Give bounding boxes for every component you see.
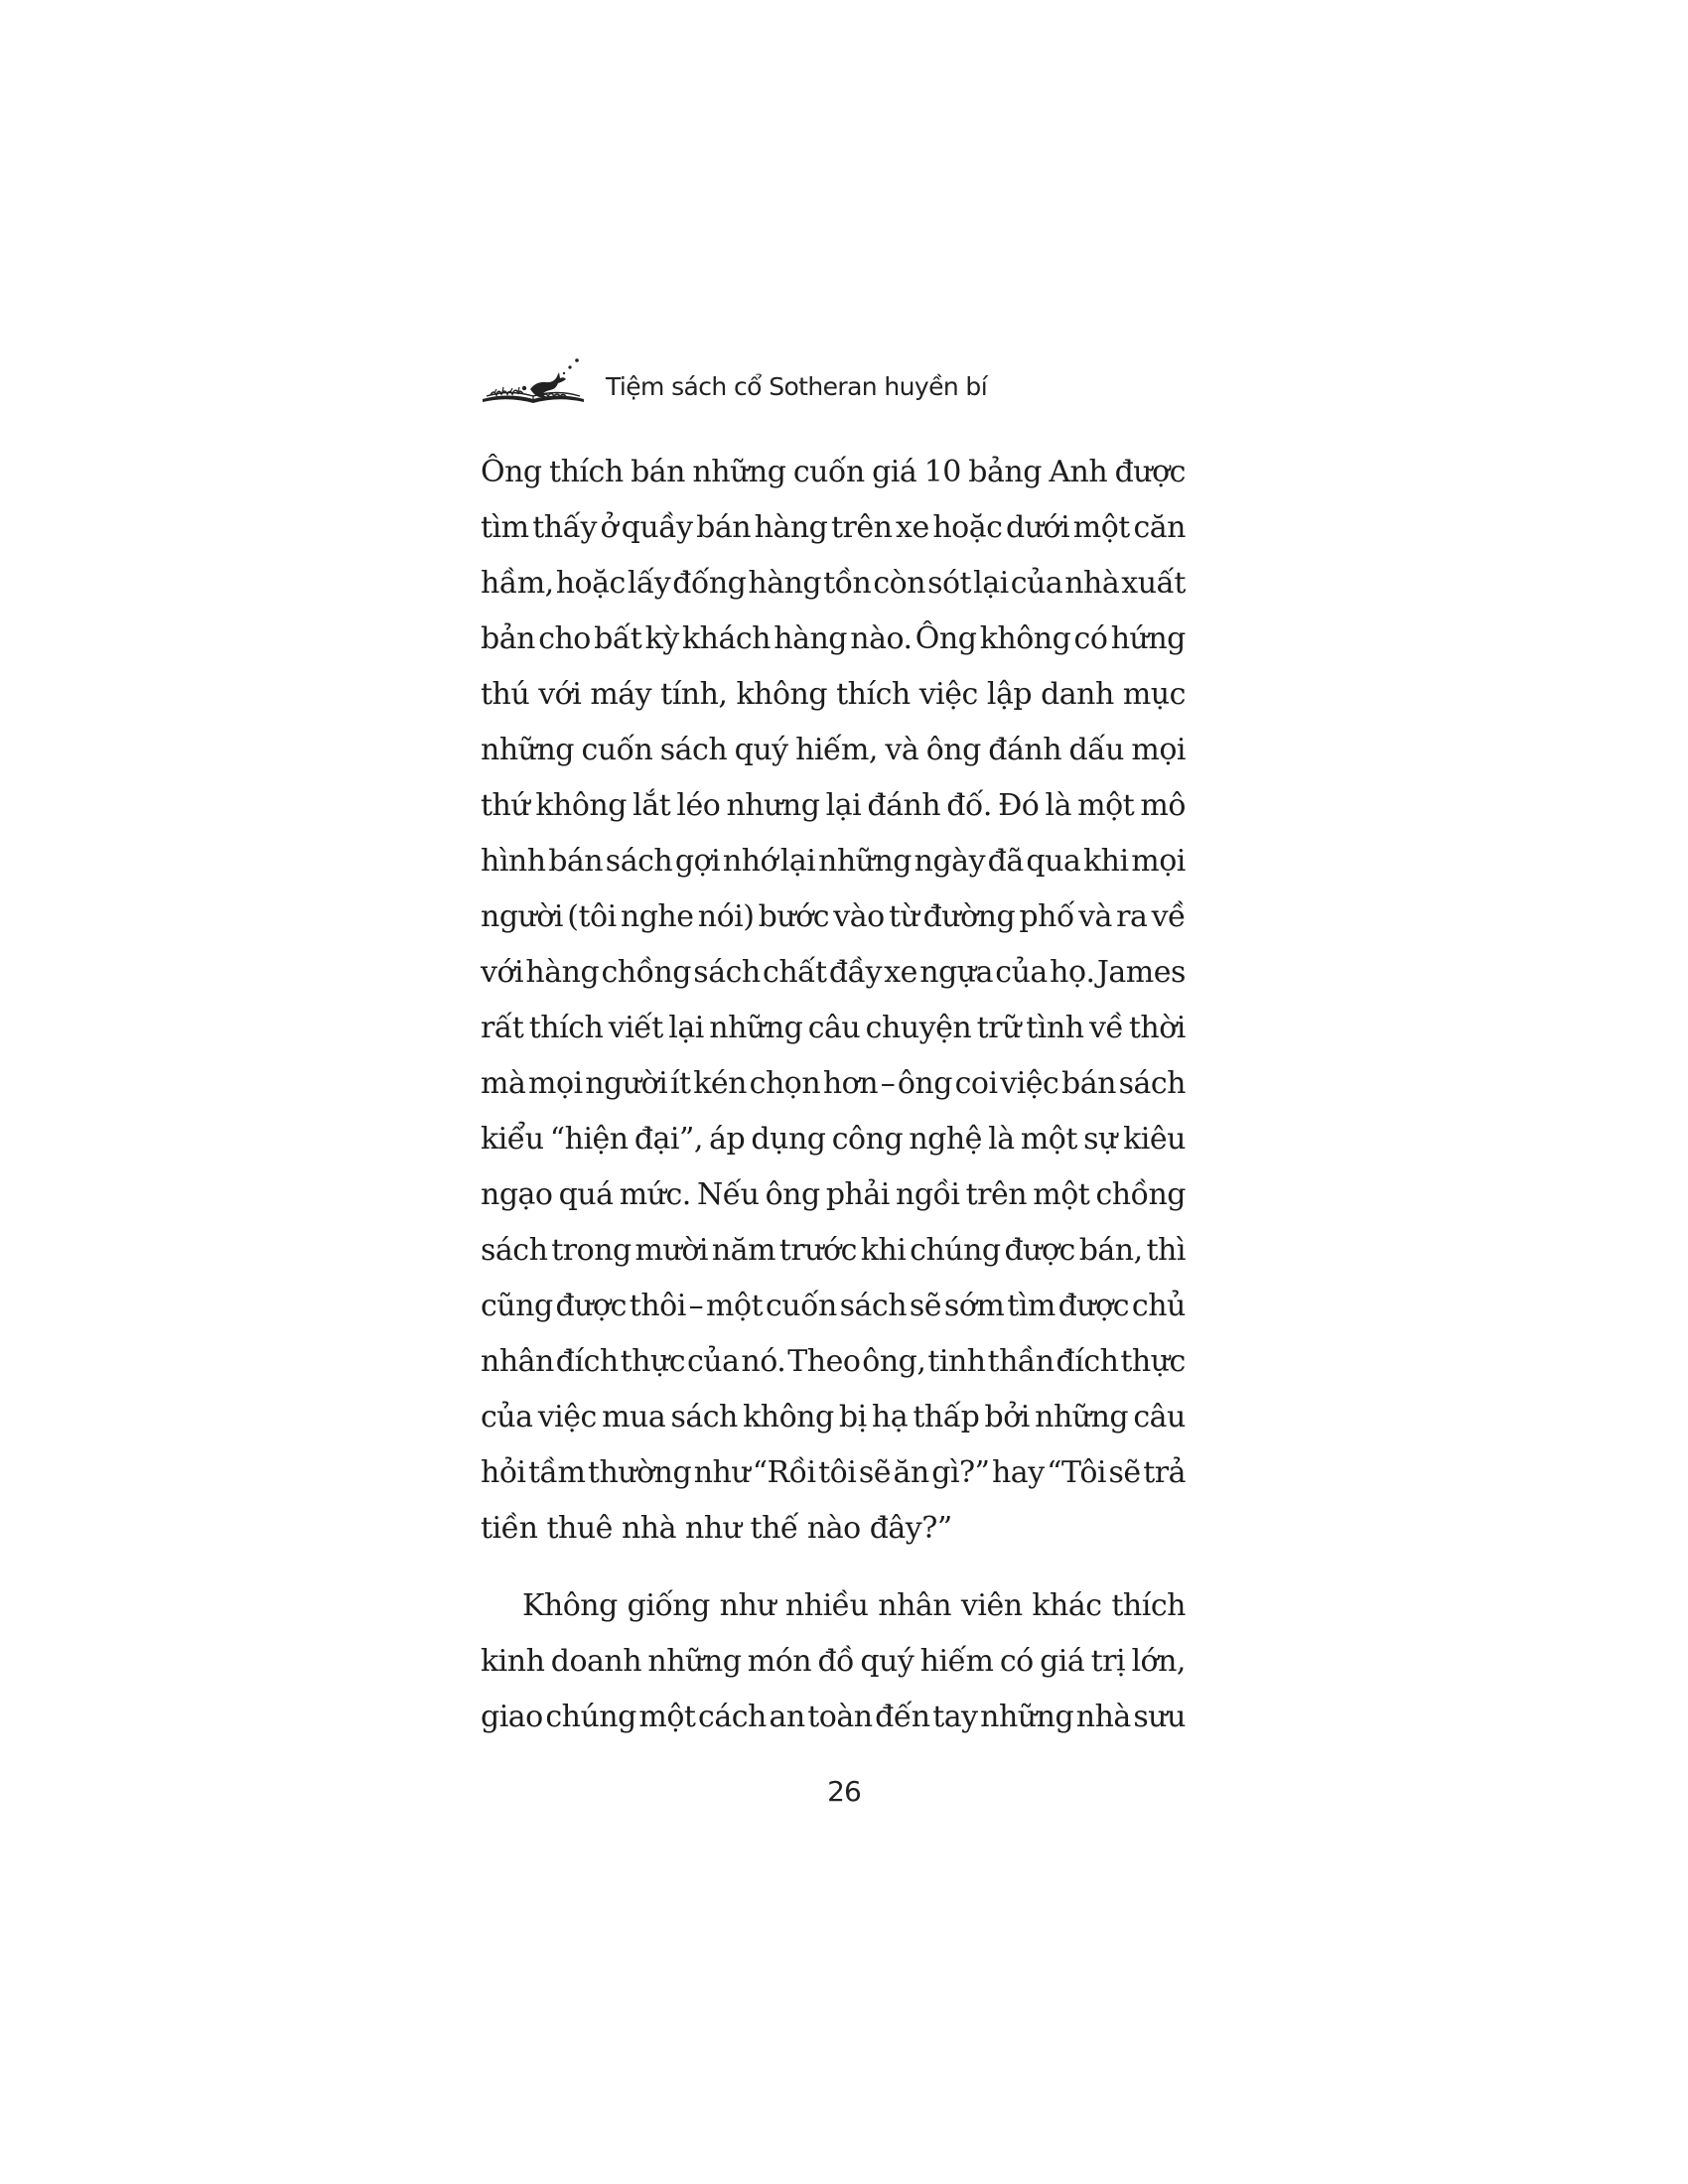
word: thực: [620, 1344, 686, 1379]
word: thôi: [629, 1289, 686, 1323]
word: như: [719, 1588, 776, 1623]
word: chọn: [749, 1066, 821, 1101]
text-line: [481, 1334, 1186, 1390]
word: nhân: [878, 1588, 952, 1623]
word: được: [555, 1289, 627, 1323]
word: cuốn: [792, 455, 865, 489]
word: đầy: [828, 955, 882, 990]
word: vào: [833, 899, 885, 934]
paragraph-spacing: [481, 1557, 1186, 1578]
word: ở: [600, 510, 619, 545]
word: bước: [758, 899, 830, 934]
word: cách: [698, 1700, 767, 1734]
word: thú: [481, 677, 530, 712]
word: kiểu: [481, 1122, 544, 1157]
word: phố: [1019, 899, 1074, 934]
word: hiếm,: [795, 733, 878, 767]
word: năm: [711, 1233, 775, 1268]
word: đồ: [817, 1644, 854, 1679]
word: đích: [555, 1344, 619, 1379]
word: ngựa: [919, 955, 993, 990]
word: đến: [875, 1700, 930, 1734]
word: thích: [1111, 1588, 1186, 1623]
word: món: [747, 1644, 812, 1679]
word: thích: [549, 455, 624, 489]
word: hiếm: [919, 1644, 994, 1679]
word: sưu: [1133, 1700, 1186, 1734]
text-line: [481, 1167, 1186, 1223]
word: giá: [1040, 1644, 1085, 1679]
word: có: [1073, 621, 1108, 656]
word: ông: [765, 1177, 820, 1212]
word: nhớ: [722, 844, 778, 879]
word: kỳ: [644, 621, 679, 656]
word: căn: [1133, 510, 1186, 545]
word: đường: [922, 899, 1016, 934]
word: hạ: [871, 1400, 909, 1434]
word: tay: [932, 1700, 978, 1734]
word: đích: [1055, 1344, 1119, 1379]
word: thứ: [481, 788, 530, 823]
text-line: tiền thuê nhà như thế nào đây?”: [481, 1511, 952, 1546]
word: chồng: [1095, 1177, 1186, 1212]
word: trữ: [976, 1011, 1021, 1045]
word: lại: [779, 844, 816, 879]
word: bị: [838, 1400, 867, 1434]
word: trong: [551, 1233, 632, 1268]
running-header: [481, 355, 987, 405]
word: danh: [1041, 677, 1114, 712]
open-book-with-leaping-hare-icon: [481, 355, 586, 405]
word: những: [980, 1700, 1074, 1734]
word: hình: [481, 844, 546, 879]
word: léo: [676, 788, 721, 823]
word: nghe: [620, 899, 694, 934]
text-line: [481, 1578, 1186, 1634]
word: với: [538, 677, 582, 712]
word: lập: [986, 677, 1033, 712]
word: doanh: [550, 1644, 642, 1679]
word: chúng: [910, 1233, 1001, 1268]
word: đống: [672, 566, 747, 601]
word: chúng: [545, 1700, 636, 1734]
word: công: [831, 1122, 904, 1157]
word: bán: [548, 844, 604, 879]
word: hoặc: [555, 566, 626, 601]
word: trên: [965, 1177, 1028, 1212]
word: giống: [627, 1588, 710, 1623]
word: mọi: [1131, 733, 1186, 767]
word: sẽ: [858, 1455, 891, 1490]
word: trị: [1090, 1644, 1126, 1679]
word: coi: [954, 1066, 998, 1101]
page-number: 26: [827, 1775, 861, 1808]
word: sách: [670, 1400, 738, 1434]
word: thì: [1146, 1233, 1186, 1268]
word: bảng: [968, 455, 1042, 489]
paragraph-1: [481, 445, 1186, 1557]
word: trước: [778, 1233, 857, 1268]
text-line: [481, 500, 1186, 556]
word: qua: [1026, 844, 1081, 879]
word: câu: [1133, 1400, 1186, 1434]
word: mô: [1140, 788, 1186, 823]
word: (tôi: [567, 899, 617, 934]
word: chồng: [601, 955, 691, 990]
word: kén: [693, 1066, 748, 1101]
word: viết: [608, 1011, 663, 1045]
word: bán: [1061, 1066, 1116, 1101]
word: tìm: [481, 510, 529, 545]
word: giao: [481, 1700, 543, 1734]
word: hàng: [774, 621, 847, 656]
word: quý: [860, 1644, 914, 1679]
word: tình: [1026, 1011, 1084, 1045]
text-line: [481, 1634, 1186, 1690]
word: lấy: [627, 566, 671, 601]
word: nhân: [481, 1344, 554, 1379]
word: mọi: [528, 1066, 583, 1101]
word: quý: [734, 733, 788, 767]
word: ông: [925, 733, 981, 767]
word: ít: [669, 1066, 691, 1101]
word: áp: [709, 1122, 746, 1157]
word: về: [1088, 1011, 1124, 1045]
word: được: [1004, 1233, 1075, 1268]
word: cũng: [481, 1289, 553, 1323]
word: hàng: [525, 955, 600, 990]
word: của: [995, 955, 1048, 990]
word: một: [706, 1289, 764, 1323]
word: tầm: [528, 1455, 586, 1490]
word: nhà: [1075, 1700, 1131, 1734]
word: sẽ: [1108, 1455, 1141, 1490]
word: nó.: [741, 1344, 786, 1379]
word: mua: [602, 1400, 666, 1434]
word: được: [1057, 1289, 1130, 1323]
text-line: [481, 556, 1186, 612]
word: những: [709, 1011, 803, 1045]
word: sự: [1083, 1122, 1117, 1157]
word: Ông: [481, 455, 542, 489]
word: sách: [839, 1289, 908, 1323]
word: ngồi: [896, 1177, 960, 1212]
word: sách: [481, 1233, 548, 1268]
text-line: [481, 1445, 1186, 1501]
word: lại: [668, 1011, 704, 1045]
word: kinh: [481, 1644, 545, 1679]
word: đánh: [867, 788, 941, 823]
text-line: [481, 889, 1186, 945]
word: –: [688, 1289, 704, 1323]
word: dụng: [751, 1122, 826, 1157]
word: thấy: [532, 510, 597, 545]
word: ngày: [914, 844, 986, 879]
word: những: [481, 733, 574, 767]
word: việc: [918, 677, 978, 712]
word: họ.: [1050, 955, 1095, 990]
word: hứng: [1110, 621, 1186, 656]
word: hơn: [822, 1066, 879, 1101]
word: người: [481, 899, 564, 934]
word: mười: [634, 1233, 708, 1268]
word: trên: [830, 510, 893, 545]
word: hàng: [754, 510, 828, 545]
word: cuốn: [765, 1289, 837, 1323]
word: Nếu: [696, 1177, 760, 1212]
word: và: [1078, 899, 1112, 934]
word: tính,: [660, 677, 728, 712]
word: nào.: [850, 621, 913, 656]
word: giá: [872, 455, 917, 489]
text-line: [481, 945, 1186, 1001]
word: chất: [763, 955, 827, 990]
word: là: [1045, 788, 1071, 823]
word: như: [693, 1455, 751, 1490]
word: một: [1020, 1122, 1077, 1157]
text-line: [481, 667, 1186, 723]
text-line: [481, 778, 1186, 834]
word: sách: [1118, 1066, 1186, 1101]
word: cho: [538, 621, 591, 656]
word: thực: [1120, 1344, 1186, 1379]
word: thích: [836, 677, 911, 712]
body-text: [481, 445, 1186, 1745]
word: là: [988, 1122, 1015, 1157]
word: mà: [481, 1066, 526, 1101]
word: –: [880, 1066, 896, 1101]
word: gợi: [674, 844, 721, 879]
word: có: [999, 1644, 1034, 1679]
text-line: [481, 1056, 1186, 1112]
word: hàng: [748, 566, 822, 601]
word: nghệ: [909, 1122, 982, 1157]
word: chủ: [1131, 1289, 1186, 1323]
word: của: [1010, 566, 1063, 601]
word: mọi: [1131, 844, 1186, 879]
text-line: [481, 1279, 1186, 1334]
word: những: [692, 455, 786, 489]
word: đố.: [946, 788, 992, 823]
word: hoặc: [932, 510, 1003, 545]
word: sót: [927, 566, 972, 601]
word: bán: [631, 455, 685, 489]
word: sách: [659, 733, 728, 767]
word: nhiều: [784, 1588, 869, 1623]
word: quá: [558, 1177, 614, 1212]
word: 10: [923, 455, 961, 489]
word: người: [585, 1066, 668, 1101]
word: một: [638, 1700, 696, 1734]
word: Đó: [998, 788, 1040, 823]
word: xe: [884, 955, 917, 990]
text-line: [481, 445, 1186, 500]
word: một: [1072, 510, 1130, 545]
word: tinh: [927, 1344, 986, 1379]
word: một: [1077, 788, 1135, 823]
word: xuất: [1121, 566, 1186, 601]
running-header-title: Tiệm sách cổ Sotheran huyền bí: [606, 372, 988, 401]
word: đã: [987, 844, 1024, 879]
word: gì?”: [931, 1455, 990, 1490]
word: thần: [987, 1344, 1055, 1379]
text-line: [481, 1112, 1186, 1167]
word: dưới: [1006, 510, 1070, 545]
word: thấp: [913, 1400, 980, 1434]
word: trả: [1143, 1455, 1186, 1490]
word: nói): [697, 899, 755, 934]
word: mục: [1122, 677, 1186, 712]
word: ngạo: [481, 1177, 553, 1212]
word: ăn: [893, 1455, 929, 1490]
word: và: [885, 733, 919, 767]
text-line: [481, 612, 1186, 667]
word: việc: [1000, 1066, 1059, 1101]
word: ông: [897, 1066, 952, 1101]
word: khi: [1083, 844, 1129, 879]
word: chuyện: [865, 1011, 972, 1045]
word: khách: [681, 621, 771, 656]
word: tôi: [818, 1455, 857, 1490]
text-line: [481, 834, 1186, 889]
word: rất: [481, 1011, 524, 1045]
text-line: [481, 1690, 1186, 1745]
word: bán: [696, 510, 752, 545]
word: Không: [522, 1588, 618, 1623]
word: ra: [1116, 899, 1148, 934]
word: một: [1033, 1177, 1090, 1212]
text-line: [481, 1001, 1186, 1056]
word: toàn: [807, 1700, 873, 1734]
word: bất: [594, 621, 642, 656]
word: những: [647, 1644, 742, 1679]
word: đại”,: [633, 1122, 703, 1157]
word: đánh: [988, 733, 1062, 767]
word: tìm: [1007, 1289, 1055, 1323]
word: được: [1114, 455, 1186, 489]
word: khi: [860, 1233, 907, 1268]
word: ông,: [862, 1344, 926, 1379]
word: việc: [537, 1400, 597, 1434]
word: bán,: [1078, 1233, 1143, 1268]
text-line: [481, 1223, 1186, 1279]
text-line: [481, 723, 1186, 778]
word: sẽ: [909, 1289, 942, 1323]
word: những: [1035, 1400, 1129, 1434]
word: câu: [807, 1011, 861, 1045]
word: không: [979, 621, 1071, 656]
word: nhà: [1064, 566, 1120, 601]
word: an: [769, 1700, 805, 1734]
word: thời: [1128, 1011, 1186, 1045]
word: những: [818, 844, 912, 879]
word: không: [743, 1400, 834, 1434]
word: thích: [528, 1011, 604, 1045]
word: tồn: [823, 566, 872, 601]
word: cuốn: [581, 733, 653, 767]
word: “hiện: [549, 1122, 629, 1157]
word: “Tôi: [1047, 1455, 1107, 1490]
word: Ông: [914, 621, 977, 656]
word: mức.: [619, 1177, 691, 1212]
word: về: [1151, 899, 1186, 934]
word: không: [736, 677, 828, 712]
word: sớm: [943, 1289, 1005, 1323]
word: hay: [991, 1455, 1045, 1490]
paragraph-2: [481, 1578, 1186, 1745]
word: lớn,: [1131, 1644, 1186, 1679]
word: nhưng: [726, 788, 820, 823]
text-line: [481, 1390, 1186, 1445]
word: kiêu: [1123, 1122, 1186, 1157]
word: của: [687, 1344, 740, 1379]
word: sách: [693, 955, 761, 990]
word: lại: [825, 788, 862, 823]
word: không: [535, 788, 627, 823]
word: phải: [825, 1177, 890, 1212]
word: dấu: [1068, 733, 1124, 767]
word: lắt: [633, 788, 671, 823]
word: hỏi: [481, 1455, 526, 1490]
word: bởi: [984, 1400, 1030, 1434]
word: quầy: [621, 510, 693, 545]
word: James: [1096, 955, 1186, 990]
word: khác: [1032, 1588, 1102, 1623]
word: của: [481, 1400, 533, 1434]
word: với: [481, 955, 524, 990]
word: bản: [481, 621, 535, 656]
word: “Rồi: [752, 1455, 816, 1490]
word: Theo: [787, 1344, 861, 1379]
word: viên: [960, 1588, 1023, 1623]
word: còn: [873, 566, 926, 601]
word: Anh: [1049, 455, 1108, 489]
word: thường: [587, 1455, 692, 1490]
word: sách: [605, 844, 673, 879]
word: lại: [973, 566, 1009, 601]
word: hầm,: [481, 566, 554, 601]
word: từ: [888, 899, 919, 934]
word: máy: [590, 677, 652, 712]
word: xe: [896, 510, 929, 545]
